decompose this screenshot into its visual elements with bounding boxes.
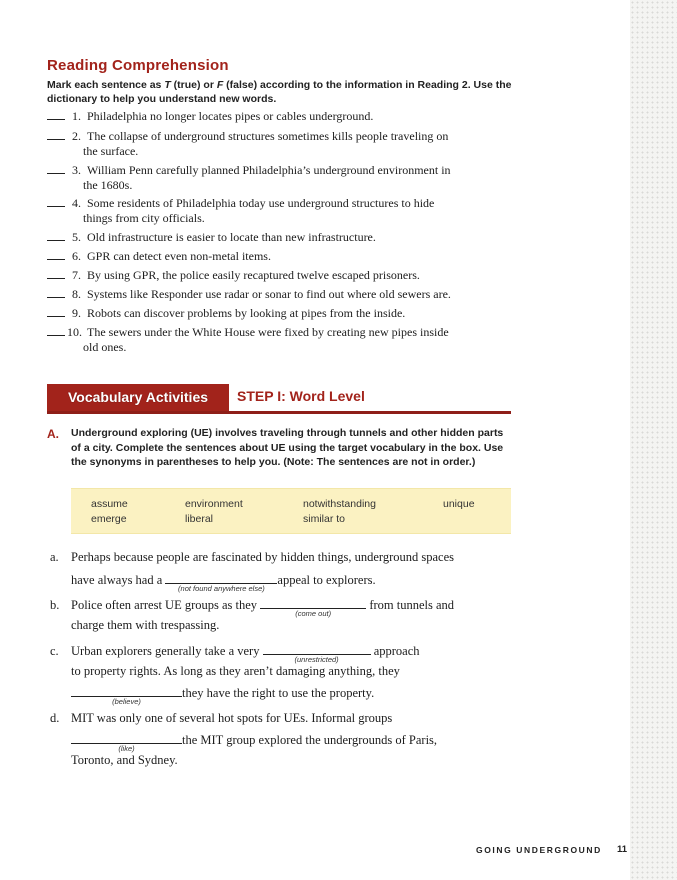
exercise-b bbox=[50, 596, 520, 618]
item-text: Systems like Responder use radar or sonar to find out where old sewers are. bbox=[87, 287, 451, 301]
chapter-footer: GOING UNDERGROUND bbox=[476, 845, 602, 855]
exercise-c-line-2 bbox=[50, 663, 520, 679]
true-false-item bbox=[47, 268, 517, 283]
synonym-hint: (not found anywhere else) bbox=[178, 584, 265, 593]
item-text: Old infrastructure is easier to locate than new infrastructure. bbox=[87, 230, 376, 244]
exercise-text: Police often arrest UE groups as they bbox=[71, 598, 258, 612]
synonym-hint: (come out) bbox=[295, 609, 332, 618]
answer-gap[interactable] bbox=[263, 642, 371, 664]
exercise-a-line-2 bbox=[50, 571, 520, 593]
exercise-a bbox=[50, 549, 520, 565]
item-text: GPR can detect even non-metal items. bbox=[87, 249, 271, 263]
exercise-d-line-3 bbox=[50, 752, 520, 768]
exercise-label: d. bbox=[50, 711, 60, 725]
answer-blank[interactable] bbox=[47, 196, 65, 207]
instruction-true-letter: T bbox=[164, 79, 171, 91]
exercise-b-line-2 bbox=[50, 617, 520, 633]
item-text-continued: things from city officials. bbox=[83, 211, 205, 225]
exercise-text: the MIT group explored the undergrounds of Paris, bbox=[182, 733, 438, 747]
word-box-item: similar to bbox=[303, 513, 346, 525]
exercise-label: c. bbox=[50, 644, 59, 658]
word-box-item: liberal bbox=[185, 513, 214, 525]
exercise-d-line-2 bbox=[50, 731, 520, 753]
exercise-d bbox=[50, 710, 520, 726]
step-title: STEP I: Word Level bbox=[237, 388, 365, 404]
word-box-item: assume bbox=[91, 498, 128, 510]
word-box-item: unique bbox=[443, 498, 475, 510]
answer-gap[interactable] bbox=[71, 684, 182, 706]
item-text-continued: the surface. bbox=[83, 144, 139, 158]
exercise-text: to property rights. As long as they aren’t damaging anything, they bbox=[71, 664, 400, 678]
exercise-text: have always had a bbox=[71, 573, 163, 587]
true-false-item bbox=[47, 325, 517, 355]
item-number: 9. bbox=[72, 306, 81, 320]
word-box-item: notwithstanding bbox=[303, 498, 376, 510]
section-a-instruction: Underground exploring (UE) involves traveling through tunnels and other hidden parts of a city. Complete the sentences about UE using the target vocabulary in the box. Use the synonyms in parentheses to help you. (Note: The sentences are not in order.) bbox=[71, 427, 504, 468]
item-number: 5. bbox=[72, 230, 81, 244]
item-text: Some residents of Philadelphia today use underground structures to hide bbox=[87, 196, 435, 210]
true-false-item bbox=[47, 306, 517, 321]
exercise-text: MIT was only one of several hot spots for UEs. Informal groups bbox=[71, 711, 393, 725]
answer-gap[interactable] bbox=[260, 596, 366, 618]
instruction-text-mid: (true) or bbox=[170, 79, 217, 91]
vocabulary-activities-title-text: Vocabulary Activities bbox=[67, 389, 209, 405]
answer-blank[interactable] bbox=[47, 163, 65, 174]
exercise-label: a. bbox=[50, 550, 59, 564]
item-number: 10. bbox=[67, 325, 82, 339]
item-text: Robots can discover problems by looking at pipes from the inside. bbox=[87, 306, 406, 320]
instruction-text-post: (false) according to the information in Reading 2. Use the dictionary to help you understand new words. bbox=[47, 79, 512, 105]
exercise-text: Toronto, and Sydney. bbox=[71, 753, 178, 767]
exercise-text: charge them with trespassing. bbox=[71, 618, 220, 632]
true-false-item bbox=[47, 196, 517, 226]
page-number: 11 bbox=[617, 844, 628, 855]
answer-gap[interactable] bbox=[165, 571, 277, 593]
instruction-text-pre: Mark each sentence as bbox=[47, 79, 165, 91]
item-number: 8. bbox=[72, 287, 81, 301]
exercise-label: b. bbox=[50, 598, 60, 612]
true-false-item bbox=[47, 129, 517, 159]
vocabulary-activities-banner bbox=[47, 384, 511, 414]
true-false-item bbox=[47, 230, 517, 245]
answer-blank[interactable] bbox=[47, 325, 65, 336]
true-false-item bbox=[47, 163, 517, 193]
exercise-text: approach bbox=[373, 644, 420, 658]
true-false-item bbox=[47, 287, 517, 302]
item-number: 2. bbox=[72, 129, 81, 143]
synonym-hint: (believe) bbox=[112, 697, 141, 706]
exercise-text: Perhaps because people are fascinated by hidden things, underground spaces bbox=[71, 550, 454, 564]
item-text: The collapse of underground structures sometimes kills people traveling on bbox=[87, 129, 449, 143]
vocabulary-activities-title bbox=[47, 384, 229, 411]
exercise-text: appeal to explorers. bbox=[277, 573, 376, 587]
item-number: 7. bbox=[72, 268, 81, 282]
answer-blank[interactable] bbox=[47, 287, 65, 298]
reading-comprehension-instruction bbox=[47, 78, 517, 106]
word-box-item: environment bbox=[185, 498, 243, 510]
true-false-item bbox=[47, 109, 517, 124]
item-text-continued: old ones. bbox=[83, 340, 127, 354]
synonym-hint: (unrestricted) bbox=[294, 655, 339, 664]
item-number: 6. bbox=[72, 249, 81, 263]
item-text-continued: the 1680s. bbox=[83, 178, 133, 192]
exercise-text: Urban explorers generally take a very bbox=[71, 644, 260, 658]
item-text: The sewers under the White House were fixed by creating new pipes inside bbox=[87, 325, 449, 339]
answer-blank[interactable] bbox=[47, 249, 65, 260]
exercise-text: they have the right to use the property. bbox=[182, 686, 375, 700]
item-number: 1. bbox=[72, 109, 81, 123]
answer-blank[interactable] bbox=[47, 268, 65, 279]
reading-comprehension-title: Reading Comprehension bbox=[47, 57, 229, 74]
instruction-false-letter: F bbox=[216, 79, 224, 91]
exercise-text: from tunnels and bbox=[369, 598, 455, 612]
exercise-c-line-3 bbox=[50, 684, 520, 706]
item-number: 3. bbox=[72, 163, 81, 177]
true-false-item bbox=[47, 249, 517, 264]
vocabulary-word-box bbox=[71, 488, 511, 534]
answer-blank[interactable] bbox=[47, 230, 65, 241]
item-number: 4. bbox=[72, 196, 81, 210]
item-text: Philadelphia no longer locates pipes or cables underground. bbox=[87, 109, 374, 123]
answer-gap[interactable] bbox=[71, 731, 182, 753]
page-edge-texture bbox=[630, 0, 677, 880]
answer-blank[interactable] bbox=[47, 306, 65, 317]
exercise-c bbox=[50, 642, 520, 664]
item-text: William Penn carefully planned Philadelphia’s underground environment in bbox=[87, 163, 451, 177]
synonym-hint: (like) bbox=[118, 744, 135, 753]
answer-blank[interactable] bbox=[47, 129, 65, 140]
item-text: By using GPR, the police easily recaptured twelve escaped prisoners. bbox=[87, 268, 420, 282]
answer-blank[interactable] bbox=[47, 109, 65, 120]
word-box-item: emerge bbox=[91, 513, 127, 525]
section-letter: A. bbox=[47, 427, 59, 441]
